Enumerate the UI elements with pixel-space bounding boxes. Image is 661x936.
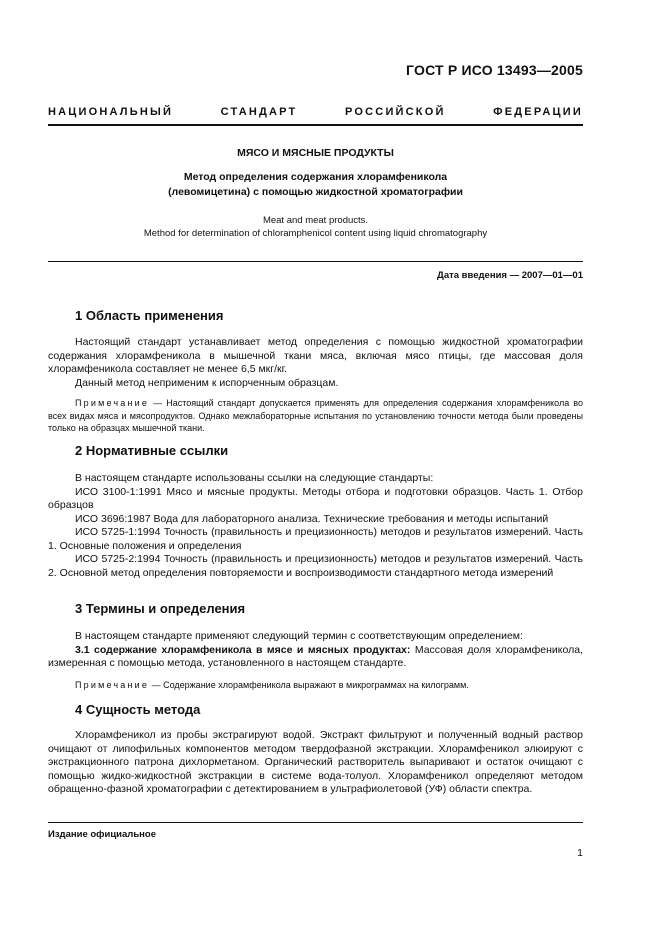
paragraph: В настоящем стандарте использованы ссылки на следующие стандарты:: [75, 472, 434, 484]
paragraph: Данный метод неприменим к испорченным образцам.: [75, 376, 339, 389]
english-title: [48, 214, 583, 240]
banner-word: НАЦИОНАЛЬНЫЙ: [48, 106, 174, 118]
term-text: Массовая доля хлорамфеникола, измеренная с помощью метода, установленного в настоящем стандарте.: [48, 643, 583, 669]
reference-item: ИСО 3100-1:1991 Мясо и мясные продукты. Методы отбора и подготовки образцов. Часть 1. Отбор образцов: [48, 485, 583, 511]
banner-word: РОССИЙСКОЙ: [345, 106, 446, 118]
gost-code: ГОСТ Р ИСО 13493—2005: [406, 62, 583, 78]
national-standard-banner: [48, 106, 583, 118]
note-text: — Настоящий стандарт допускается применять для определения содержания хлорамфеникола во всех видах мяса и мясопродуктов. Однако межлабораторные испытания по установлению точности метода были проведены только на образцах мышечной ткани.: [48, 398, 583, 433]
section-1-heading: 1 Область применения: [75, 308, 224, 323]
note-label: Примечание: [75, 398, 150, 408]
page-number: 1: [577, 847, 583, 859]
paragraph: Хлорамфеникол из пробы экстрагируют водой. Экстракт фильтруют и полученный водный раствор очищают от липофильных компонентов методом твердофазной экстракции. Хлорамфеникол элюируют с экстракционного патрона дихлорметаном. Органический растворитель выпаривают и остаток очищают с помощью жидко-жидкостной экстракции в системе вода-толуол. Хлорамфеникол определяют методом обращенно-фазной хроматографии с детектированием в ультрафиолетовой (УФ) области спектра.: [48, 729, 583, 795]
banner-word: СТАНДАРТ: [220, 106, 298, 118]
document-title: МЯСО И МЯСНЫЕ ПРОДУКТЫ: [237, 147, 394, 159]
section-2-heading: 2 Нормативные ссылки: [75, 443, 229, 458]
subtitle-line: Метод определения содержания хлорамфеникола: [183, 171, 448, 183]
reference-item: ИСО 5725-1:1994 Точность (правильность и прецизионность) методов и результатов измерений. Часть 1. Основные положения и определения: [48, 526, 583, 552]
term-name: 3.1 содержание хлорамфеникола в мясе и мясных продуктах:: [75, 643, 411, 656]
english-title-line: Meat and meat products.: [262, 215, 369, 226]
edition-label: Издание официальное: [48, 829, 156, 840]
section-3-heading: 3 Термины и определения: [75, 601, 246, 616]
paragraph: Настоящий стандарт устанавливает метод определения с помощью жидкостной хроматографии содержания хлорамфеникола в мышечной ткани мяса, включая мясо птицы, где массовая доля хлорамфеникола составляет не менее 6,5 мкг/кг.: [48, 336, 583, 375]
section-4-body: [48, 729, 583, 797]
section-2-body: [48, 472, 583, 580]
note-label: Примечание: [75, 679, 150, 690]
section-4-heading: 4 Сущность метода: [75, 702, 201, 717]
reference-item: ИСО 3696:1987 Вода для лабораторного анализа. Технические требования и методы испытаний: [75, 512, 549, 525]
paragraph: В настоящем стандарте применяют следующий термин с соответствующим определением:: [75, 630, 523, 642]
section-3-body: [48, 630, 583, 691]
banner-word: ФЕДЕРАЦИИ: [493, 106, 583, 118]
title-rule: [48, 261, 583, 262]
subtitle-line: (левомицетина) с помощью жидкостной хроматографии: [168, 186, 463, 198]
note: [48, 679, 583, 692]
term-definition: [48, 644, 583, 671]
document-subtitle: [48, 170, 583, 200]
note-text: — Содержание хлорамфеникола выражают в микрограммах на килограмм.: [149, 679, 469, 690]
introduction-date: Дата введения — 2007—01—01: [437, 270, 583, 281]
footer-rule: [48, 822, 583, 823]
section-1-body: [48, 336, 583, 435]
note: [48, 397, 583, 435]
english-title-line: Method for determination of chloramphenicol content using liquid chromatography: [143, 228, 488, 239]
reference-item: ИСО 5725-2:1994 Точность (правильность и прецизионность) методов и результатов измерений. Часть 2. Основной метод определения повторяемости и воспроизводимости стандартного метода измерений: [48, 553, 583, 579]
header-rule: [48, 124, 583, 126]
